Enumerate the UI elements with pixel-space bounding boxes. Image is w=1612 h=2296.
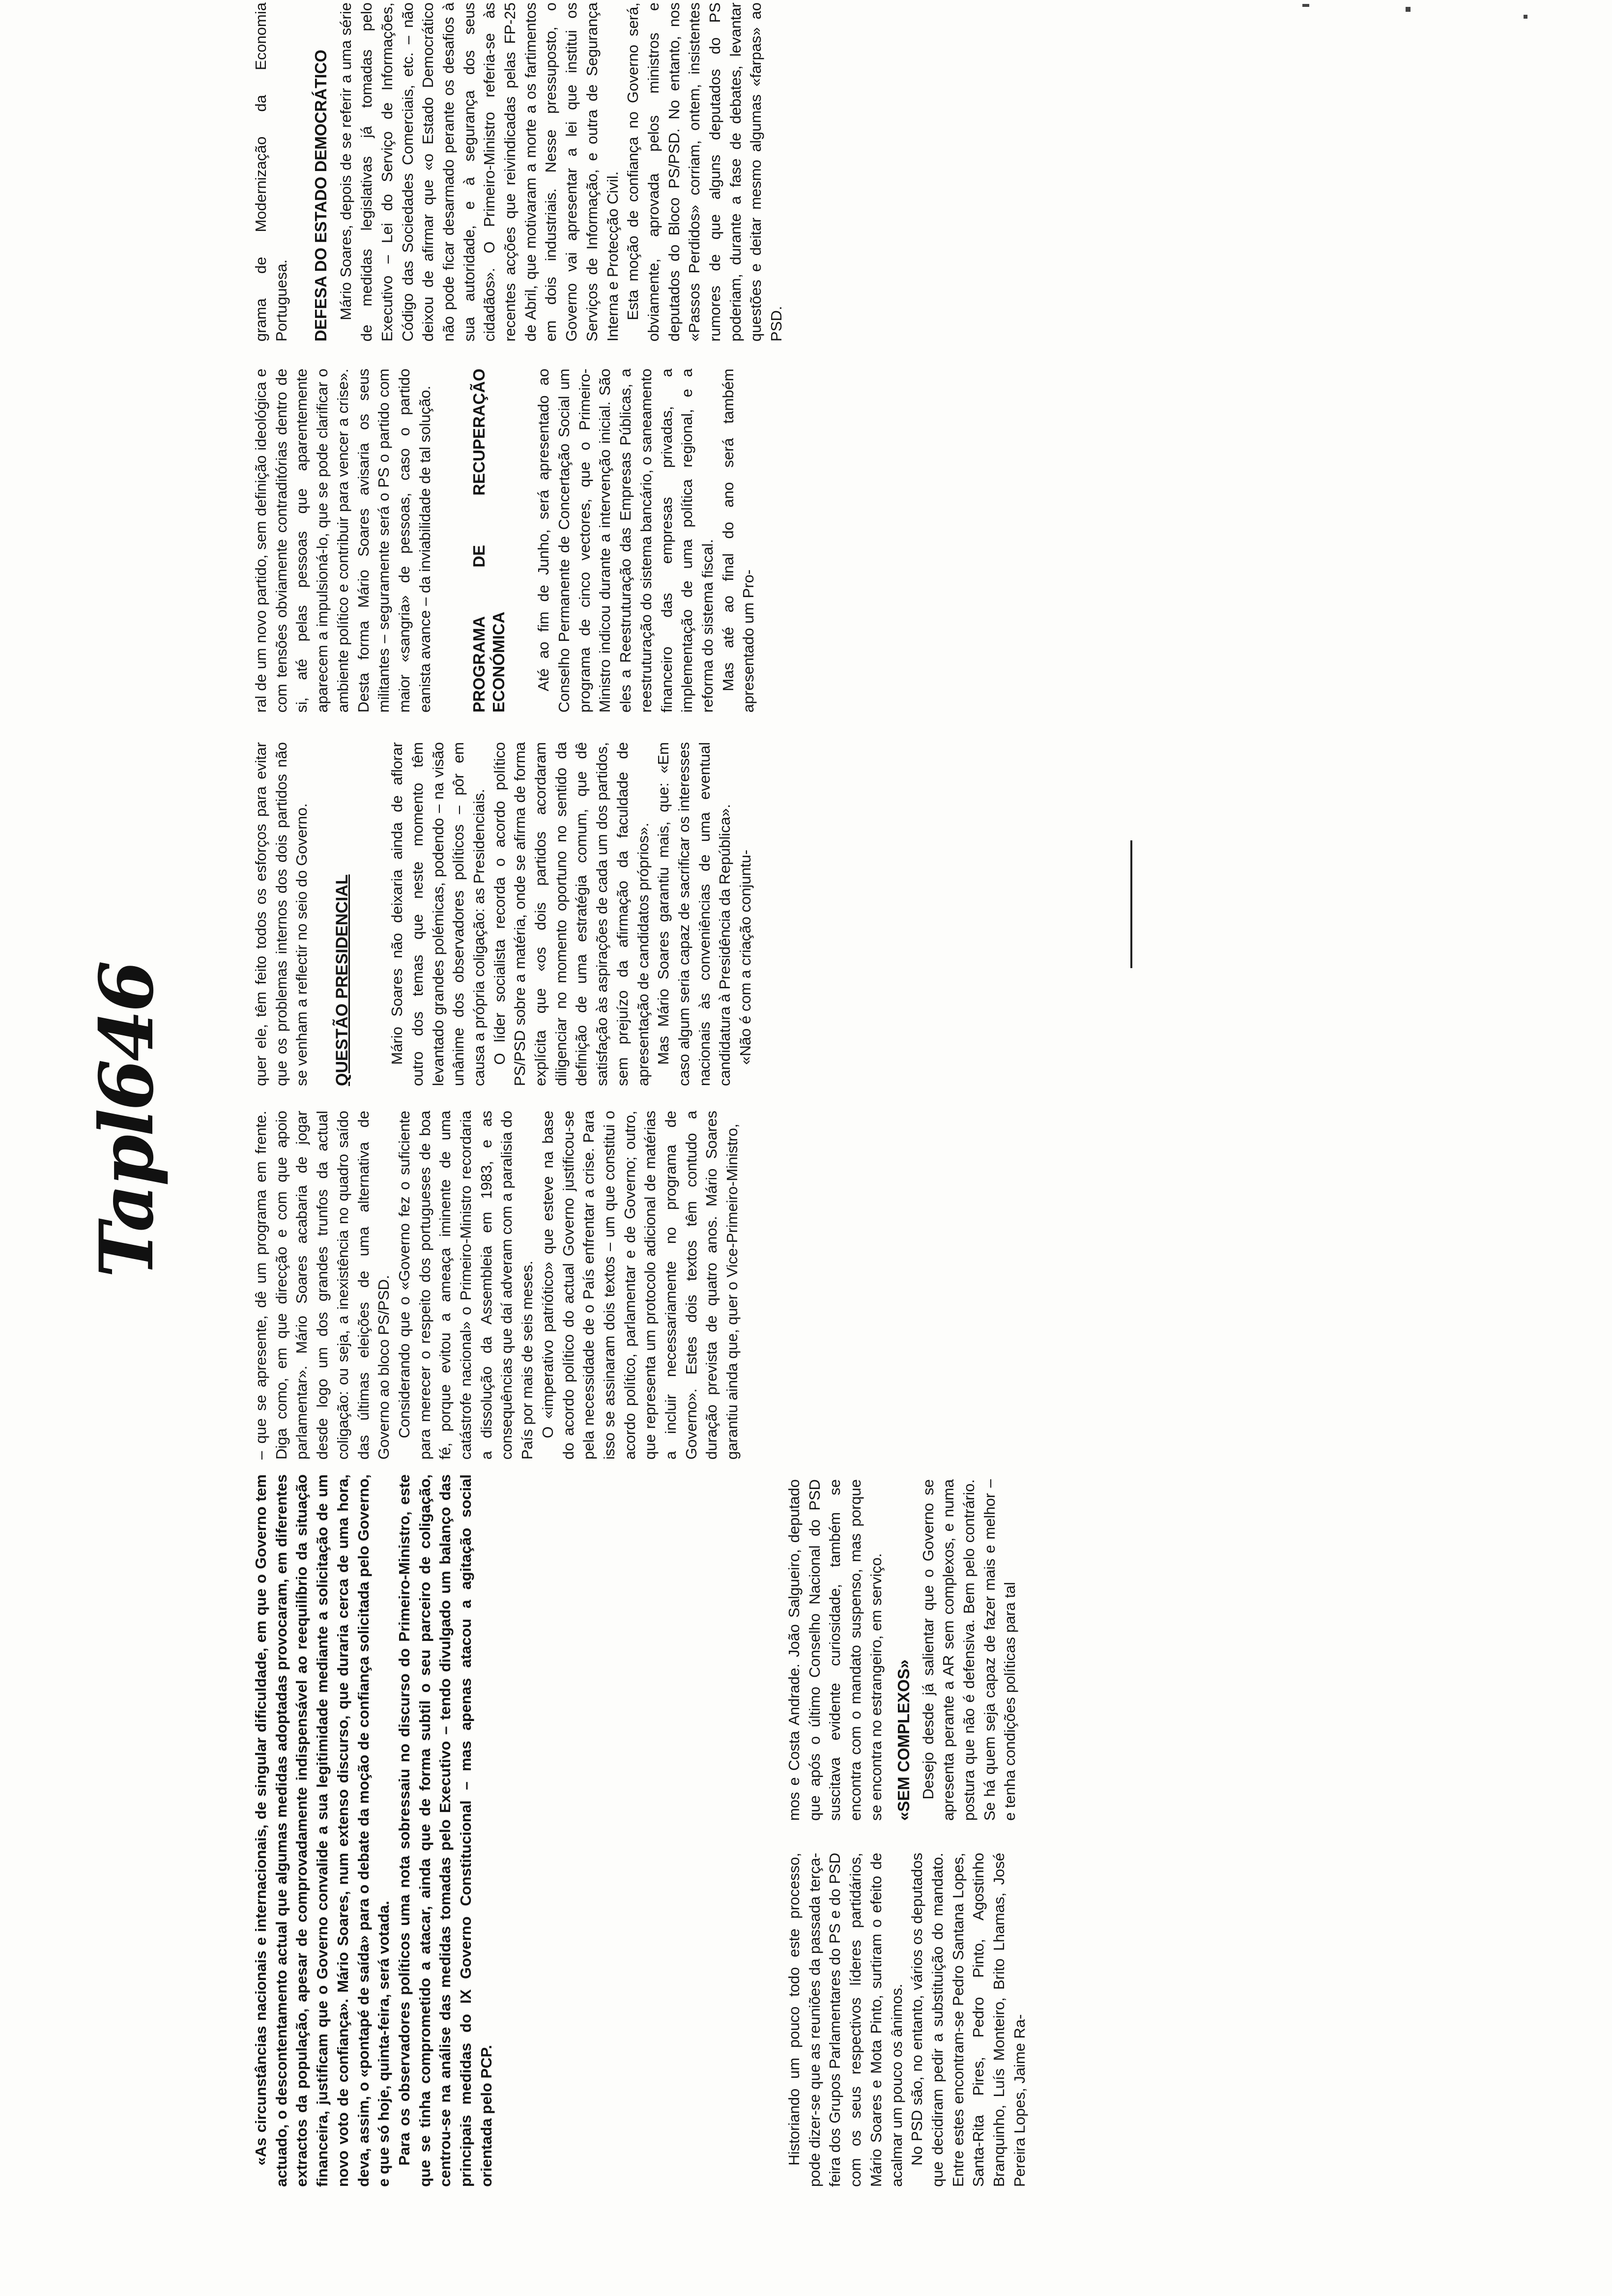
column-3	[251, 1111, 1165, 1460]
col6-paragraph-3: Esta moção de confiança no Governo será, obviamente, aprovada pelos ministros e deputados do Bloco PS/PSD. No entanto, nos «Passos Perdidos» corriam, ontem, insistentes rumores de que alguns deputados do PS poderiam, durante a fase de debates, levantar questões e deitar mesmo algumas «farpas» ao PSD.	[624, 2, 785, 342]
col4-paragraph-3: O líder socialista recorda o acordo político PS/PSD sobre a matéria, onde se afirma de forma explícita que «os dois partidos acordaram diligenciar no momento oportuno no sentido da definição de uma estratégia comum, que dê satisfação às aspirações de cada um dos partidos, sem prejuízo da afirmação da faculdade de apresentação de candidatos próprios».	[490, 742, 652, 1086]
col4-subheading: QUESTÃO PRESIDENCIAL	[333, 874, 352, 1086]
column-rule	[1130, 840, 1132, 968]
newspaper-article	[84, 0, 1165, 2187]
col3-paragraph-2: Considerando que o «Governo fez o suficiente para merecer o respeito dos portugueses de boa fé, porque evitou a ameaça iminente de uma catástrofe nacional» o Primeiro-Ministro recordaria a dissolução da Assembleia em 1983, e as consequências que daí adveram com a paralisia do País por mais de seis meses.	[395, 1111, 536, 1460]
lead-paragraph: «As circunstâncias nacionais e internacionais, de singular dificuldade, em que o Governo tem actuado, o descontentamento actual que algumas medidas adoptadas provocaram, em diferentes extractos da população, apesar de comprovadamente indispensável ao reequilíbrio da situação financeira, justificam que o Governo convalide a sua legitimidade mediante a solicitação de um novo voto de confiança». Mário Soares, num extenso discurso, que duraria cerca de uma hora, deva, assim, o «pontapé de saída» para o debate da moção de confiança solicitada pelo Governo, e que só hoje, quinta-feira, será votada.	[252, 1474, 393, 2187]
col4-paragraph-1: quer ele, têm feito todos os esforços para evitar que os problemas internos dos dois partidos não se venham a reflectir no seio do Governo.	[252, 742, 311, 1086]
handwritten-mark-text: Tapl646	[84, 962, 170, 1278]
column-1	[784, 1853, 1162, 2187]
lead-paragraph-2: Para os observadores políticos uma nota sobressaiu no discurso do Primeiro-Ministro, este que se tinha comprometido a atacar, ainda que de forma subtil o seu parceiro de coligação, centrou-se na análise das medidas tomadas pelo Executivo – tendo divulgado um balanço das principais medidas do IX Governo Constitucional – mas apenas atacou a agitação social orientada pelo PCP.	[395, 1474, 495, 2187]
col3-paragraph-3: O «imperativo patriótico» que esteve na base do acordo político do actual Governo justificou-se pela necessidade de o País enfrentar a crise. Para isso se assinaram dois textos – um que constitui o acordo político, parlamentar e de Governo; outro, que representa um protocolo adicional de matérias a incluir necessariamente no programa de Governo». Estes dois textos têm contudo a duração prevista de quatro anos. Mário Soares garantiu ainda que, quer o Vice-Primeiro-Ministro,	[539, 1111, 741, 1460]
col5-paragraph-2: Até ao fim de Junho, será apresentado ao Conselho Permanente de Concertação Social um programa de cinco vectores, que o Primeiro-Ministro indicou durante a intervenção inicial. São eles a Reestruturação das Empresas Públicas, a reestruturação do sistema bancário, o saneamento financeiro das empresas privadas, a implementação de uma política regional, e a reforma do sistema fiscal.	[535, 369, 716, 713]
col1-paragraph-1: Historiando um pouco todo este processo, pode dizer-se que as reuniões da passada terça-feira dos Grupos Parlamentares do PS e do PSD com os seus respectivos líderes partidários, Mário Soares e Mota Pinto, surtiram o efeito de acalmar um pouco os ânimos.	[785, 1853, 905, 2187]
scan-speck	[1302, 4, 1309, 7]
scan-speck	[1406, 7, 1410, 12]
column-2	[784, 1479, 1162, 1821]
col4-paragraph-5: «Não é com a criação conjuntu-	[737, 849, 754, 1065]
col5-paragraph-3: Mas até ao final do ano será também apresentado um Pro-	[719, 369, 757, 713]
col2-subheading: «SEM COMPLEXOS»	[894, 1659, 913, 1821]
col5-subheading: PROGRAMA DE RECUPERAÇÃO ECONÓMICA	[470, 369, 508, 713]
col4-paragraph-2: Mário Soares não deixaria ainda de aflorar outro dos temas que neste momento têm levantado grandes polémicas, podendo – na visão unânime dos observadores políticos – pôr em causa a própria coligação: as Presidenciais.	[388, 742, 488, 1086]
col5-paragraph-1: ral de um novo partido, sem definição ideológica e com tensões obviamente contraditórias dentro de si, até pelas pessoas que aparentemente aparecem a impulsioná-lo, que se pode clarificar o ambiente político e contribuir para vencer a crise». Desta forma Mário Soares avisaria os seus militantes – seguramente será o PS o partido com maior «sangria» de pessoas, caso o partido eanista avance – da inviabilidade de tal solução.	[252, 369, 433, 713]
column-4	[251, 742, 1165, 1086]
col4-paragraph-4: Mas Mário Soares garantiu mais, que: «Em caso algum seria capaz de sacrificar os interesses nacionais às conveniências de uma eventual candidatura à Presidência da República».	[655, 742, 734, 1086]
col6-paragraph-1: grama de Modernização da Economia Portuguesa.	[252, 2, 290, 342]
col2-paragraph-2: Desejo desde já salientar que o Governo se apresenta perante a AR sem complexos, e numa postura que não é defensiva. Bem pelo contrário. Se há quem seja capaz de fazer mais e melhor – e tenha condições políticas para tal	[919, 1479, 1019, 1821]
col3-paragraph-1: – que se apresente, dê um programa em frente. Diga como, em que direcção e com que apoio parlamentar». Mário Soares acabaria de jogar desde logo um dos grandes trunfos da actual coligação: ou seja, a inexistência no quadro saído das últimas eleições de uma alternativa de Governo ao bloco PS/PSD.	[252, 1111, 393, 1460]
col6-subheading: DEFESA DO ESTADO DEMOCRÁTICO	[312, 49, 330, 342]
scan-speck	[1524, 15, 1527, 19]
col6-paragraph-2: Mário Soares, depois de se referir a uma série de medidas legislativas já tomadas pelo Executivo – Lei do Serviço de Informações, Código das Sociedades Comerciais, etc. – não deixou de afirmar que «o Estado Democrático não pode ficar desarmado perante os desafios à sua autoridade, e à segurança dos seus cidadãos». O Primeiro-Ministro referia-se às recentes acções que reivindicadas pelas FP-25 de Abril, que motivaram a morte a os fartimentos em dois industriais. Nesse pressuposto, o Governo vai apresentar a lei que institui os Serviços de Informação, e outra de Segurança Interna e Protecção Civil.	[337, 2, 621, 342]
col1-paragraph-2: No PSD são, no entanto, vários os deputados que decidiram pedir a substituição do mandato. Entre estes encontram-se Pedro Santana Lopes, Santa-Rita Pires, Pedro Pinto, Agostinho Branquinho, Luís Monteiro, Brito Lhamas, José Pereira Lopes, Jaime Ra-	[908, 1853, 1028, 2187]
column-6	[251, 2, 1165, 342]
col2-paragraph-1: mos e Costa Andrade. João Salgueiro, deputado que após o último Conselho Nacional do PSD suscitava evidente curiosidade, também se encontra com o mandato suspenso, mas porque se encontra no estrangeiro, em serviço.	[785, 1479, 885, 1821]
handwritten-archive-mark	[84, 963, 170, 1278]
column-5	[251, 369, 1165, 713]
article-lead	[251, 1474, 742, 2187]
